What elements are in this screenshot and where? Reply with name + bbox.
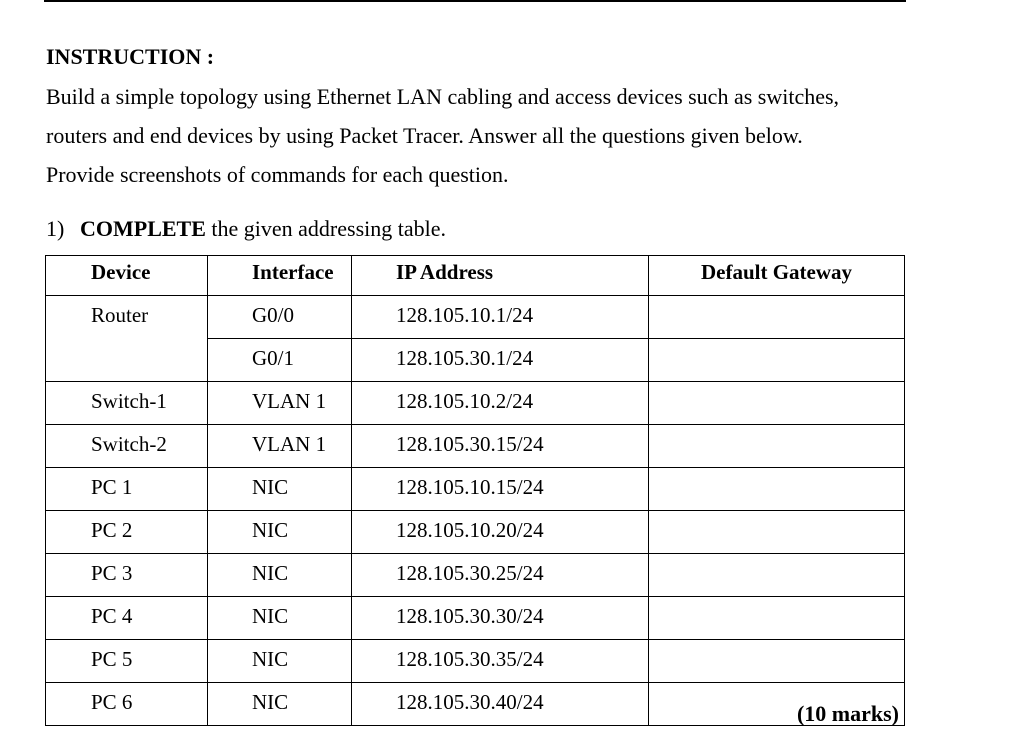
table-row: [46, 511, 905, 554]
table-row: [46, 554, 905, 597]
interface-cell: G0/0: [208, 296, 352, 339]
interface-cell: G0/1: [208, 339, 352, 382]
device-cell: Router: [46, 296, 208, 382]
device-cell: Switch-2: [46, 425, 208, 468]
interface-cell: NIC: [208, 640, 352, 683]
question-text: the given addressing table.: [205, 216, 447, 241]
device-cell: Switch-1: [46, 382, 208, 425]
table-row: [46, 597, 905, 640]
top-divider: [44, 0, 906, 2]
marks-label: (10 marks): [796, 701, 899, 726]
table-row: [46, 640, 905, 683]
gateway-cell[interactable]: [649, 468, 905, 511]
ip-address-cell: 128.105.30.35/24: [352, 640, 649, 683]
device-cell: PC 4: [46, 597, 208, 640]
device-cell: PC 3: [46, 554, 208, 597]
header-interface: Interface: [208, 256, 352, 296]
ip-address-cell: 128.105.30.15/24: [352, 425, 649, 468]
instruction-line-1: Build a simple topology using Ethernet LAN cabling and access devices such as switches,: [46, 84, 840, 109]
interface-cell: VLAN 1: [208, 382, 352, 425]
ip-address-cell: 128.105.10.15/24: [352, 468, 649, 511]
header-ip-address: IP Address: [352, 256, 649, 296]
interface-cell: NIC: [208, 468, 352, 511]
ip-address-cell: 128.105.30.1/24: [352, 339, 649, 382]
addressing-table: [45, 255, 905, 726]
ip-address-cell: 128.105.30.25/24: [352, 554, 649, 597]
device-cell: PC 2: [46, 511, 208, 554]
table-row: [46, 296, 905, 339]
gateway-cell[interactable]: [649, 640, 905, 683]
question-keyword: COMPLETE: [80, 216, 206, 241]
gateway-cell[interactable]: [649, 425, 905, 468]
ip-address-cell: 128.105.30.30/24: [352, 597, 649, 640]
table-row: [46, 468, 905, 511]
table-row: [46, 382, 905, 425]
table-row: [46, 683, 905, 726]
gateway-cell[interactable]: [649, 296, 905, 339]
gateway-cell[interactable]: [649, 339, 905, 382]
instruction-heading: INSTRUCTION :: [46, 44, 215, 69]
ip-address-cell: 128.105.10.1/24: [352, 296, 649, 339]
header-device: Device: [46, 256, 208, 296]
question-1: [46, 215, 446, 243]
question-number: 1): [46, 216, 65, 241]
interface-cell: NIC: [208, 597, 352, 640]
ip-address-cell: 128.105.10.20/24: [352, 511, 649, 554]
ip-address-cell: 128.105.10.2/24: [352, 382, 649, 425]
gateway-cell[interactable]: [649, 597, 905, 640]
table-header-row: [46, 256, 905, 296]
table-row: [46, 425, 905, 468]
device-cell: PC 1: [46, 468, 208, 511]
device-cell: PC 6: [46, 683, 208, 726]
interface-cell: VLAN 1: [208, 425, 352, 468]
ip-address-cell: 128.105.30.40/24: [352, 683, 649, 726]
gateway-cell[interactable]: [649, 554, 905, 597]
device-cell: PC 5: [46, 640, 208, 683]
gateway-cell[interactable]: [649, 382, 905, 425]
header-default-gateway: Default Gateway: [649, 256, 905, 296]
interface-cell: NIC: [208, 511, 352, 554]
gateway-cell[interactable]: [649, 511, 905, 554]
instruction-line-3: Provide screenshots of commands for each question.: [46, 162, 509, 187]
interface-cell: NIC: [208, 683, 352, 726]
interface-cell: NIC: [208, 554, 352, 597]
instruction-line-2: routers and end devices by using Packet Tracer. Answer all the questions given below.: [46, 123, 803, 148]
